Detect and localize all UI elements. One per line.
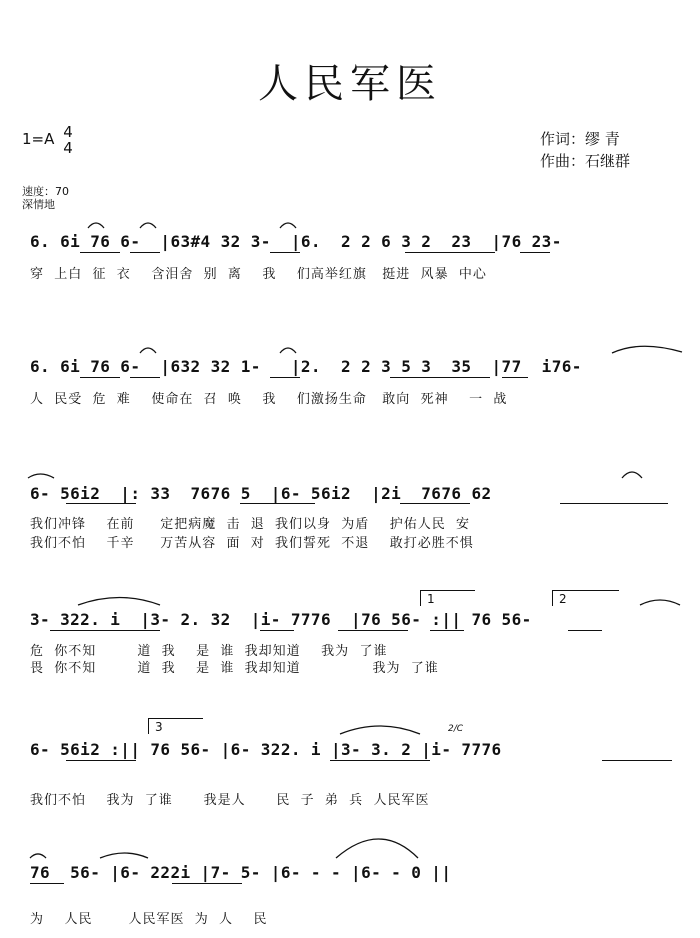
tie — [140, 223, 156, 228]
key-signature: 1=A — [22, 130, 55, 148]
lyric-line-1: 穿 上白 征 衣 含泪舍 别 离 我 们高举红旗 挺进 风暴 中心 — [30, 267, 487, 282]
tempo: 速度：70 — [22, 185, 69, 198]
notation-line-1: 6. 6i 76 6- |63#4 32 3- |6. 2 2 6 3 2 23 |76 23- — [30, 232, 562, 251]
tie — [30, 854, 46, 858]
tie — [280, 348, 296, 353]
lyric-line-3a: 我们冲锋 在前 定把病魔 击 退 我们以身 为盾 护佑人民 安 — [30, 517, 471, 532]
slur — [78, 598, 160, 606]
notation-line-3: 6- 56i2 |: 33 7676 5 |6- 56i2 |2i 7676 62 — [30, 484, 492, 503]
lyric-line-5: 我们不怕 我为 了谁 我是人 民 子 弟 兵 人民军医 — [30, 793, 430, 808]
slur — [640, 600, 680, 605]
volta-3: 3 — [148, 718, 203, 734]
lyric-line-2: 人 民受 危 难 使命在 召 唤 我 们激扬生命 敢向 死神 一 战 — [30, 392, 508, 407]
lyric-line-6: 为 人民 人民军医 为 人 民 — [30, 912, 268, 927]
slur — [336, 839, 418, 858]
slur — [612, 346, 682, 353]
volta-2: 2 — [552, 590, 619, 606]
tie — [140, 348, 156, 353]
notation-line-5: 6- 56i2 :|| 76 56- |6- 322. i |3- 3. 2 |i- 7776 — [30, 740, 502, 759]
notation-line-6: 76 56- |6- 222i |7- 5- |6- - - |6- - 0 || — [30, 863, 452, 882]
lyric-line-4a: 危 你不知 道 我 是 谁 我却知道 我为 了谁 — [30, 644, 388, 659]
composer: 作曲：石继群 — [540, 152, 631, 170]
tie — [280, 223, 296, 228]
meter-change-mark: 2/C — [448, 724, 464, 734]
tie — [622, 472, 642, 478]
lyric-line-3b: 我们不怕 千辛 万苦从容 面 对 我们誓死 不退 敢打必胜不惧 — [30, 536, 474, 551]
slur — [340, 726, 420, 734]
tie — [88, 223, 104, 228]
expression: 深情地 — [22, 198, 55, 211]
volta-1: 1 — [420, 590, 475, 606]
notation-line-4: 3- 322. i |3- 2. 32 |i- 7776 |76 56- :|| 76 56- — [30, 610, 532, 629]
slur — [28, 474, 54, 478]
time-signature-top: 4 — [63, 123, 73, 141]
time-signature-bottom: 4 — [63, 139, 73, 157]
lyricist: 作词：缪 青 — [540, 130, 620, 148]
song-title: 人民军医 — [258, 61, 442, 107]
slur — [100, 853, 148, 858]
lyric-line-4b: 畏 你不知 道 我 是 谁 我却知道 我为 了谁 — [30, 661, 439, 676]
notation-line-2: 6. 6i 76 6- |632 32 1- |2. 2 2 3 5 3 35 |77 i76- — [30, 357, 582, 376]
